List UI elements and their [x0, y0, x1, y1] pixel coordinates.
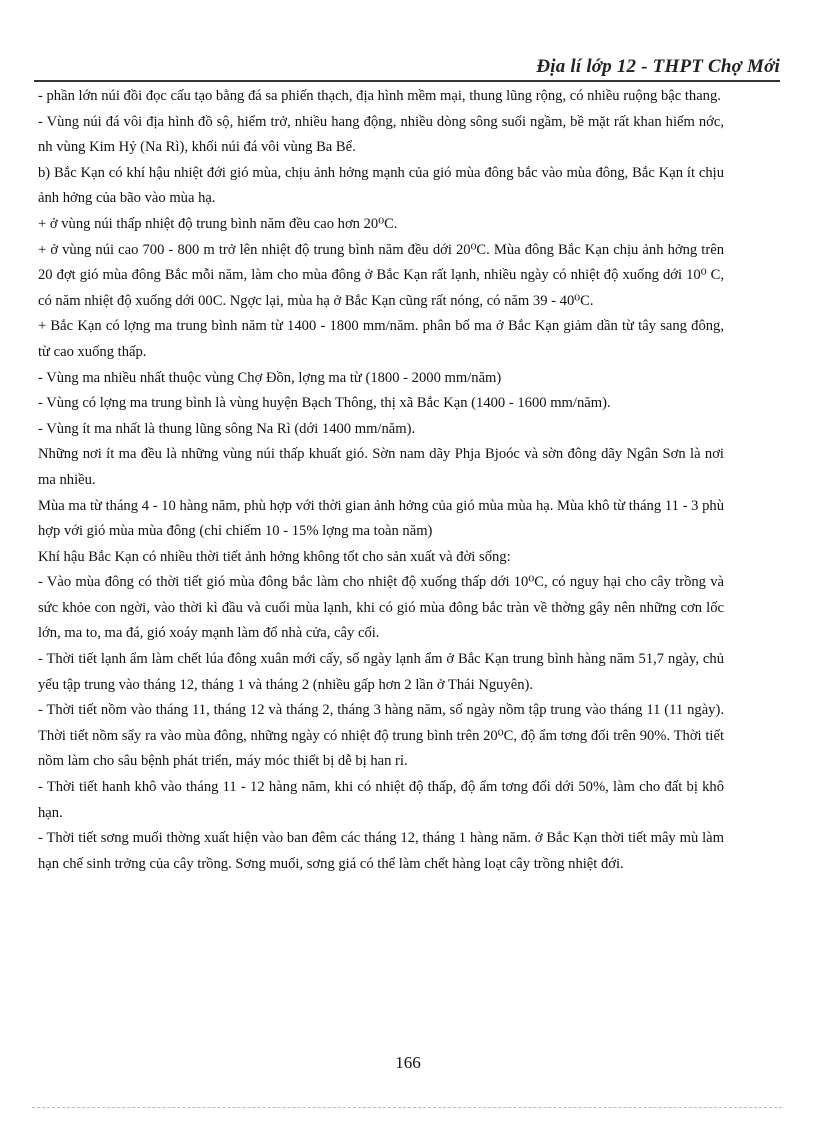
header-rule — [34, 80, 780, 82]
paragraph: Khí hậu Bắc Kạn có nhiều thời tiết ảnh hởng không tốt cho sản xuất và đời sống: — [38, 548, 511, 565]
paragraph: b) Bắc Kạn có khí hậu nhiệt đới gió mùa, chịu ảnh hởng mạnh của gió mùa đông bắc vào mùa đông, Bắc Kạn ít chịu ảnh hởng của bão vào mùa hạ. — [38, 164, 724, 207]
paragraph: - Thời tiết lạnh ẩm làm chết lúa đông xuân mới cấy, số ngày lạnh ẩm ở Bắc Kạn trung bình hàng năm 51,7 ngày, chủ yếu tập trung vào tháng 12, tháng 1 và tháng 2 (nhiều gấp hơn 2 lần ở Thái Nguyên). — [38, 651, 724, 693]
paragraph: - phần lớn núi đồi đọc cấu tạo bằng đá sa phiến thạch, địa hình mềm mại, thung lũng rộng, có nhiều ruộng bậc thang. — [38, 88, 721, 104]
paragraph: - Vùng có lợng ma trung bình là vùng huyện Bạch Thông, thị xã Bắc Kạn (1400 - 1600 mm/năm). — [38, 395, 611, 412]
paragraph: - Vùng núi đá vôi địa hình đồ sộ, hiểm trở, nhiều hang động, nhiều dòng sông suối ngầm, bề mặt rất khan hiếm nớc, nh vùng Kim Hỷ (Na Rì), khối núi đá vôi vùng Ba Bể. — [38, 113, 724, 156]
footer-rule — [32, 1107, 782, 1108]
paragraph: + ở vùng núi cao 700 - 800 m trở lên nhiệt độ trung bình năm đều dới 20⁰C. Mùa đông Bắc Kạn chịu ảnh hởng trên 20 đợt gió mùa đông Bắc mỗi năm, làm cho mùa đông ở Bắc Kạn rất lạnh, nhiều ngày có nhiệt độ xuống dới 10⁰ C, có năm nhiệt độ xuống dới 00C. Ngợc lại, mùa hạ ở Bắc Kạn cũng rất nóng, có năm 39 - 40⁰C. — [38, 241, 724, 309]
paragraph: Mùa ma từ tháng 4 - 10 hàng năm, phù hợp với thời gian ảnh hởng của gió mùa mùa hạ. Mùa khô từ tháng 11 - 3 phù hợp với gió mùa mùa đông (chỉ chiếm 10 - 15% lợng ma toàn năm) — [38, 497, 724, 540]
paragraph: - Thời tiết hanh khô vào tháng 11 - 12 hàng năm, khi có nhiệt độ thấp, độ ẩm tơng đối dới 50%, làm cho đất bị khô hạn. — [38, 779, 724, 821]
page-number: 166 — [395, 1053, 421, 1072]
paragraph: - Thời tiết sơng muối thờng xuất hiện vào ban đêm các tháng 12, tháng 1 hàng năm. ở Bắc Kạn thời tiết mây mù làm hạn chế sinh trởng của cây trồng. Sơng muối, sơng giá có thể làm chết hàng loạt cây trồng nhiệt đới. — [38, 830, 724, 872]
paragraph: + Bắc Kạn có lợng ma trung bình năm từ 1400 - 1800 mm/năm. phân bố ma ở Bắc Kạn giảm dần từ tây sang đông, từ cao xuống thấp. — [38, 318, 724, 360]
paragraph: - Vùng ma nhiều nhất thuộc vùng Chợ Đồn, lợng ma từ (1800 - 2000 mm/năm) — [38, 369, 502, 386]
paragraph: - Vùng ít ma nhất là thung lũng sông Na Rì (dới 1400 mm/năm). — [38, 420, 416, 437]
document-body — [38, 84, 724, 877]
page-header: Địa lí lớp 12 - THPT Chợ Mới — [536, 56, 780, 77]
paragraph: + ở vùng núi thấp nhiệt độ trung bình năm đều cao hơn 20⁰C. — [38, 215, 398, 232]
paragraph: - Thời tiết nồm vào tháng 11, tháng 12 và tháng 2, tháng 3 hàng năm, số ngày nồm tập trung vào tháng 11 (11 ngày). Thời tiết nồm sẩy ra vào mùa đông, những ngày có nhiệt độ trung bình trên 20⁰C, độ ẩm tơng đối trên 90%. Thời tiết nồm làm cho sâu bệnh phát triển, máy móc thiết bị dễ bị han rỉ. — [38, 702, 724, 770]
paragraph: - Vào mùa đông có thời tiết gió mùa đông bắc làm cho nhiệt độ xuống thấp dới 10⁰C, có nguy hại cho cây trồng và sức khỏe con ngời, vào thời kì đầu và cuối mùa lạnh, khi có gió mùa đông bắc tràn về thờng gây nên những cơn lốc lớn, ma to, ma đá, gió xoáy mạnh làm đổ nhà cửa, cây cối. — [38, 574, 724, 642]
paragraph: Những nơi ít ma đều là những vùng núi thấp khuất gió. Sờn nam dãy Phja Bjoóc và sờn đông dãy Ngân Sơn là nơi ma nhiều. — [38, 446, 724, 488]
